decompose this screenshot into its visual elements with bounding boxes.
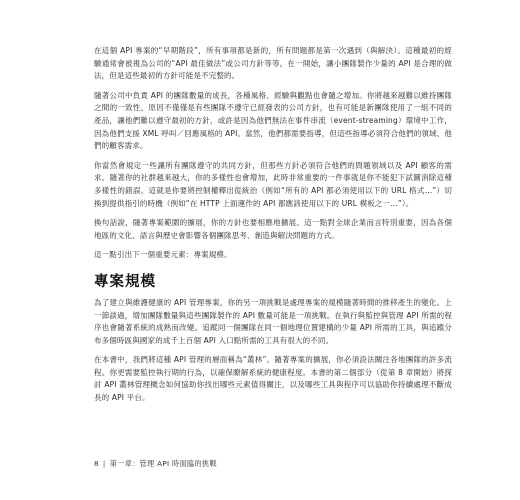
paragraph: 為了建立與維護健康的 API 管理專案，你的另一項挑戰是處理專案的規模隨著時間的推移產生的變化。上一節談過，增加團隊數量與這些團隊製作的 API 數量可能是一項挑戰。在執行與監控與管理 API 所需的程序也會隨著系統的成熟而改變。追蹤同一個團隊在同一個地理位置建構的少量 API 所需的工具，與追蹤分布多個時區與國家的成千上百個 API 入口點所需的工具有很大的不同。 (94, 297, 452, 345)
page-footer (94, 459, 217, 469)
paragraph: 在本書中，我們將這種 API 管理的層面稱為“叢林”。隨著專案的擴展，你必須設法關注各地團隊的許多流程。你更需要監控執行期的行為，以確保瞭解系統的健康程度。本書的第二個部分（從第 8 章開始）將探討 API 叢林管理概念如何協助你找出哪些元素值得關注，以及哪些工具與程序可以協助你持續處理不斷成長的 API 平台。 (94, 355, 452, 403)
page-content (94, 45, 452, 412)
paragraph: 你當然會規定一些讓所有團隊遵守的共同方針，但那些方針必須符合他們的問題領域以及 API 顧客的需求。隨著你的社群越來越大，你的多樣性也會增加，此時非常重要的一件事就是你不能犯下試圖消除這種多樣性的錯誤。這就是你要將控制權釋出從統治（例如“所有的 API 都必須使用以下的 URL 格式…”）切換到提供指引的時機（例如“在 HTTP 上面運作的 API 都應該使用以下的 URL 模板之一…”）。 (94, 160, 452, 208)
paragraph: 在這個 API 專案的“早期階段”，所有事項都是新的，所有問題都是第一次遇到（與解決）。這種最初的經驗通常會被視為公司的“API 最佳做法”或公司方針等等。在一開始，讓小團隊製作少量的 API 是合理的做法，但是這些最初的方針可能是不完整的。 (94, 46, 452, 81)
page-number: 8 (94, 459, 99, 468)
paragraph: 隨著公司中負責 API 的團隊數量的成長，各種風格、經驗與觀點也會隨之增加。你將越來越難以維持團隊之間的一致性，原因不僅僅是有些團隊不遵守已經發表的公司方針，也有可能是新團隊使用了一組不同的產品，讓他們難以遵守最初的方針，或許是因為他們無法在事件串流（event-streaming）環境中工作，因為他們支援 XML 呼叫／回應風格的 API。當然，他們都需要指導，但這些指導必須符合他們的領域、他們的顧客需求。 (94, 90, 452, 151)
footer-separator: | (102, 459, 106, 468)
chapter-title: 第一章：管理 API 時面臨的挑戰 (109, 459, 217, 468)
section-heading: 專案規模 (94, 273, 156, 290)
paragraph: 換句話說，隨著專案範圍的擴展，你的方針也要相應地擴展。這一點對全球企業而言特別重要，因為各個地區的文化、語言與歷史會影響各個團隊思考、創造與解決問題的方式。 (94, 218, 452, 240)
paragraph: 這一點引出下一個重要元素：專案規模。 (94, 250, 232, 260)
